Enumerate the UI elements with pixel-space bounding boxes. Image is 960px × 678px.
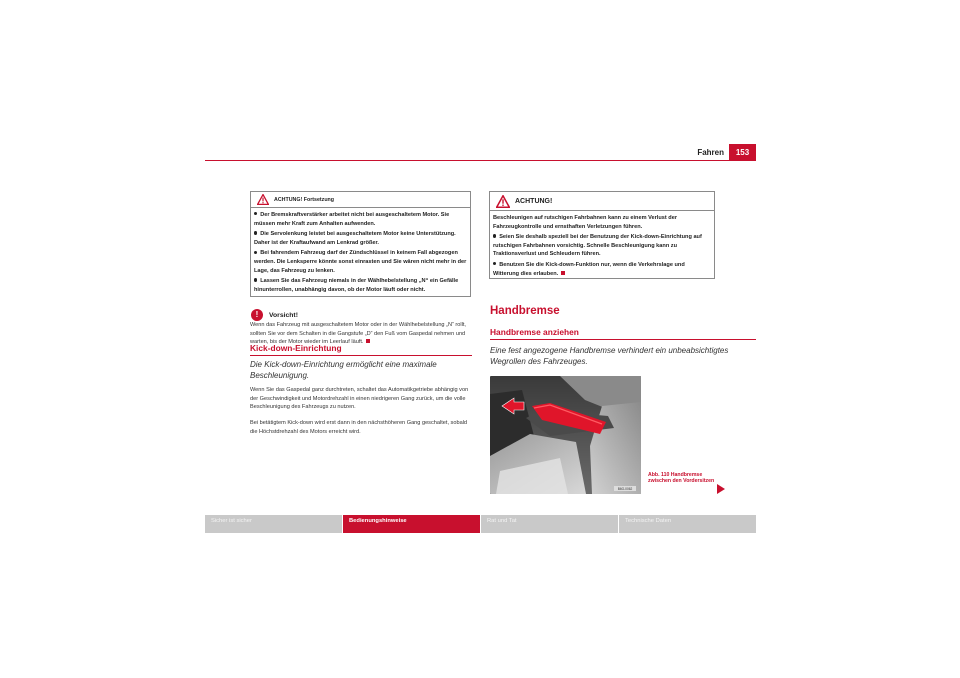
section-lead-kickdown: Die Kick-down-Einrichtung ermöglicht eine maximale Beschleunigung.: [250, 360, 437, 380]
exclamation-icon: !: [251, 309, 263, 321]
footer-tabs: [205, 515, 756, 533]
warning-item: Seien Sie deshalb speziell bei der Benutzung der Kick-down-Einrichtung auf rutschigen Fahrbahnen vorsichtig. Schnelle Beschleunigung kann zu Traktionsverlust und Schleudern führen.: [493, 234, 702, 258]
section-rule: [250, 355, 472, 356]
caution-text: Wenn das Fahrzeug mit ausgeschaltetem Motor oder in der Wählhebelstellung „N“ rollt, sollten Sie vor dem Schalten in die Gangstufe „D“ den Fuß vom Gaspedal nehmen und warten, bis der Motor wieder im Leerlauf läuft.: [250, 322, 466, 346]
section-title-handbremse: Handbremse: [490, 305, 560, 317]
warning-box-continued: [250, 191, 471, 297]
bullet-icon: [493, 262, 496, 265]
end-marker-icon: [561, 271, 565, 275]
kickdown-paragraph: Wenn Sie das Gaspedal ganz durchtreten, schaltet das Automatikgetriebe abhängig von der Geschwindigkeit und Motordrehzahl in einen niedrigeren Gang zurück, um die volle Beschleunigung des Fahrzeugs zu nutzen.: [250, 387, 469, 411]
bullet-icon: [493, 234, 496, 237]
footer-tab-technik[interactable]: Technische Daten: [619, 515, 756, 533]
warning-item: Der Bremskraftverstärker arbeitet nicht bei ausgeschaltetem Motor. Sie müssen mehr Kraft zum Anhalten aufwenden.: [254, 212, 450, 227]
warning-body: [490, 211, 714, 282]
handbrake-photo: [490, 376, 641, 494]
footer-tab-rat[interactable]: Rat und Tat: [481, 515, 618, 533]
end-marker-icon: [366, 339, 370, 343]
bullet-icon: [254, 212, 257, 215]
warning-header: [251, 192, 470, 208]
warning-item: Benutzen Sie die Kick-down-Funktion nur, wenn die Verkehrslage und Witterung dies erlauben.: [493, 261, 685, 277]
figure-caption: Abb. 110 Handbremse zwischen den Vordersitzen: [648, 472, 715, 485]
header-rule: [205, 160, 756, 161]
warning-header: [490, 192, 714, 211]
warning-item: Bei fahrendem Fahrzeug darf der Zündschlüssel in keinem Fall abgezogen werden. Die Lenksperre könnte sonst einrasten und Sie wären nicht mehr in der Lage, das Fahrzeug zu lenken.: [254, 250, 467, 274]
warning-triangle-icon: [496, 195, 510, 208]
chapter-title: Fahren: [697, 148, 724, 157]
caution-header: [251, 309, 298, 321]
section-lead-handbremse: Eine fest angezogene Handbremse verhindert ein unbeabsichtigtes Wegrollen des Fahrzeuges.: [490, 346, 729, 366]
handbrake-illustration: [490, 376, 641, 494]
section-title-kickdown: Kick-down-Einrichtung: [250, 343, 342, 353]
kickdown-paragraph: Bei betätigtem Kick-down wird erst dann in den nächsthöheren Gang geschaltet, sobald die Höchstdrehzahl des Motors erreicht wird.: [250, 420, 468, 435]
footer-tab-bedienung[interactable]: Bedienungshinweise: [343, 515, 480, 533]
next-page-arrow-icon[interactable]: [717, 484, 725, 494]
warning-triangle-icon: [257, 194, 269, 205]
page-number: 153: [729, 144, 756, 161]
warning-label: ACHTUNG!: [515, 197, 553, 205]
caution-label: Vorsicht!: [269, 311, 298, 319]
warning-box-kickdown: [489, 191, 715, 279]
bullet-icon: [254, 251, 257, 254]
figure-code: B6G-0062: [617, 487, 633, 491]
footer-tab-sicher[interactable]: Sicher ist sicher: [205, 515, 342, 533]
warning-item: Die Servolenkung leistet bei ausgeschaltetem Motor keine Unterstützung. Daher ist der Kraftaufwand am Lenkrad größer.: [254, 231, 456, 246]
subsection-title-handbremse: Handbremse anziehen: [490, 327, 579, 337]
warning-label: ACHTUNG! Fortsetzung: [274, 196, 335, 203]
bullet-icon: [254, 231, 257, 234]
warning-intro: Beschleunigen auf rutschigen Fahrbahnen kann zu einem Verlust der Fahrzeugkontrolle und ernsthaften Verletzungen führen.: [493, 215, 678, 230]
warning-body: [251, 208, 470, 298]
bullet-icon: [254, 278, 257, 281]
warning-item: Lassen Sie das Fahrzeug niemals in der Wählhebelstellung „N“ ein Gefälle hinunterrollen, unabhängig davon, ob der Motor läuft oder nicht.: [254, 278, 459, 293]
section-rule: [490, 339, 756, 340]
